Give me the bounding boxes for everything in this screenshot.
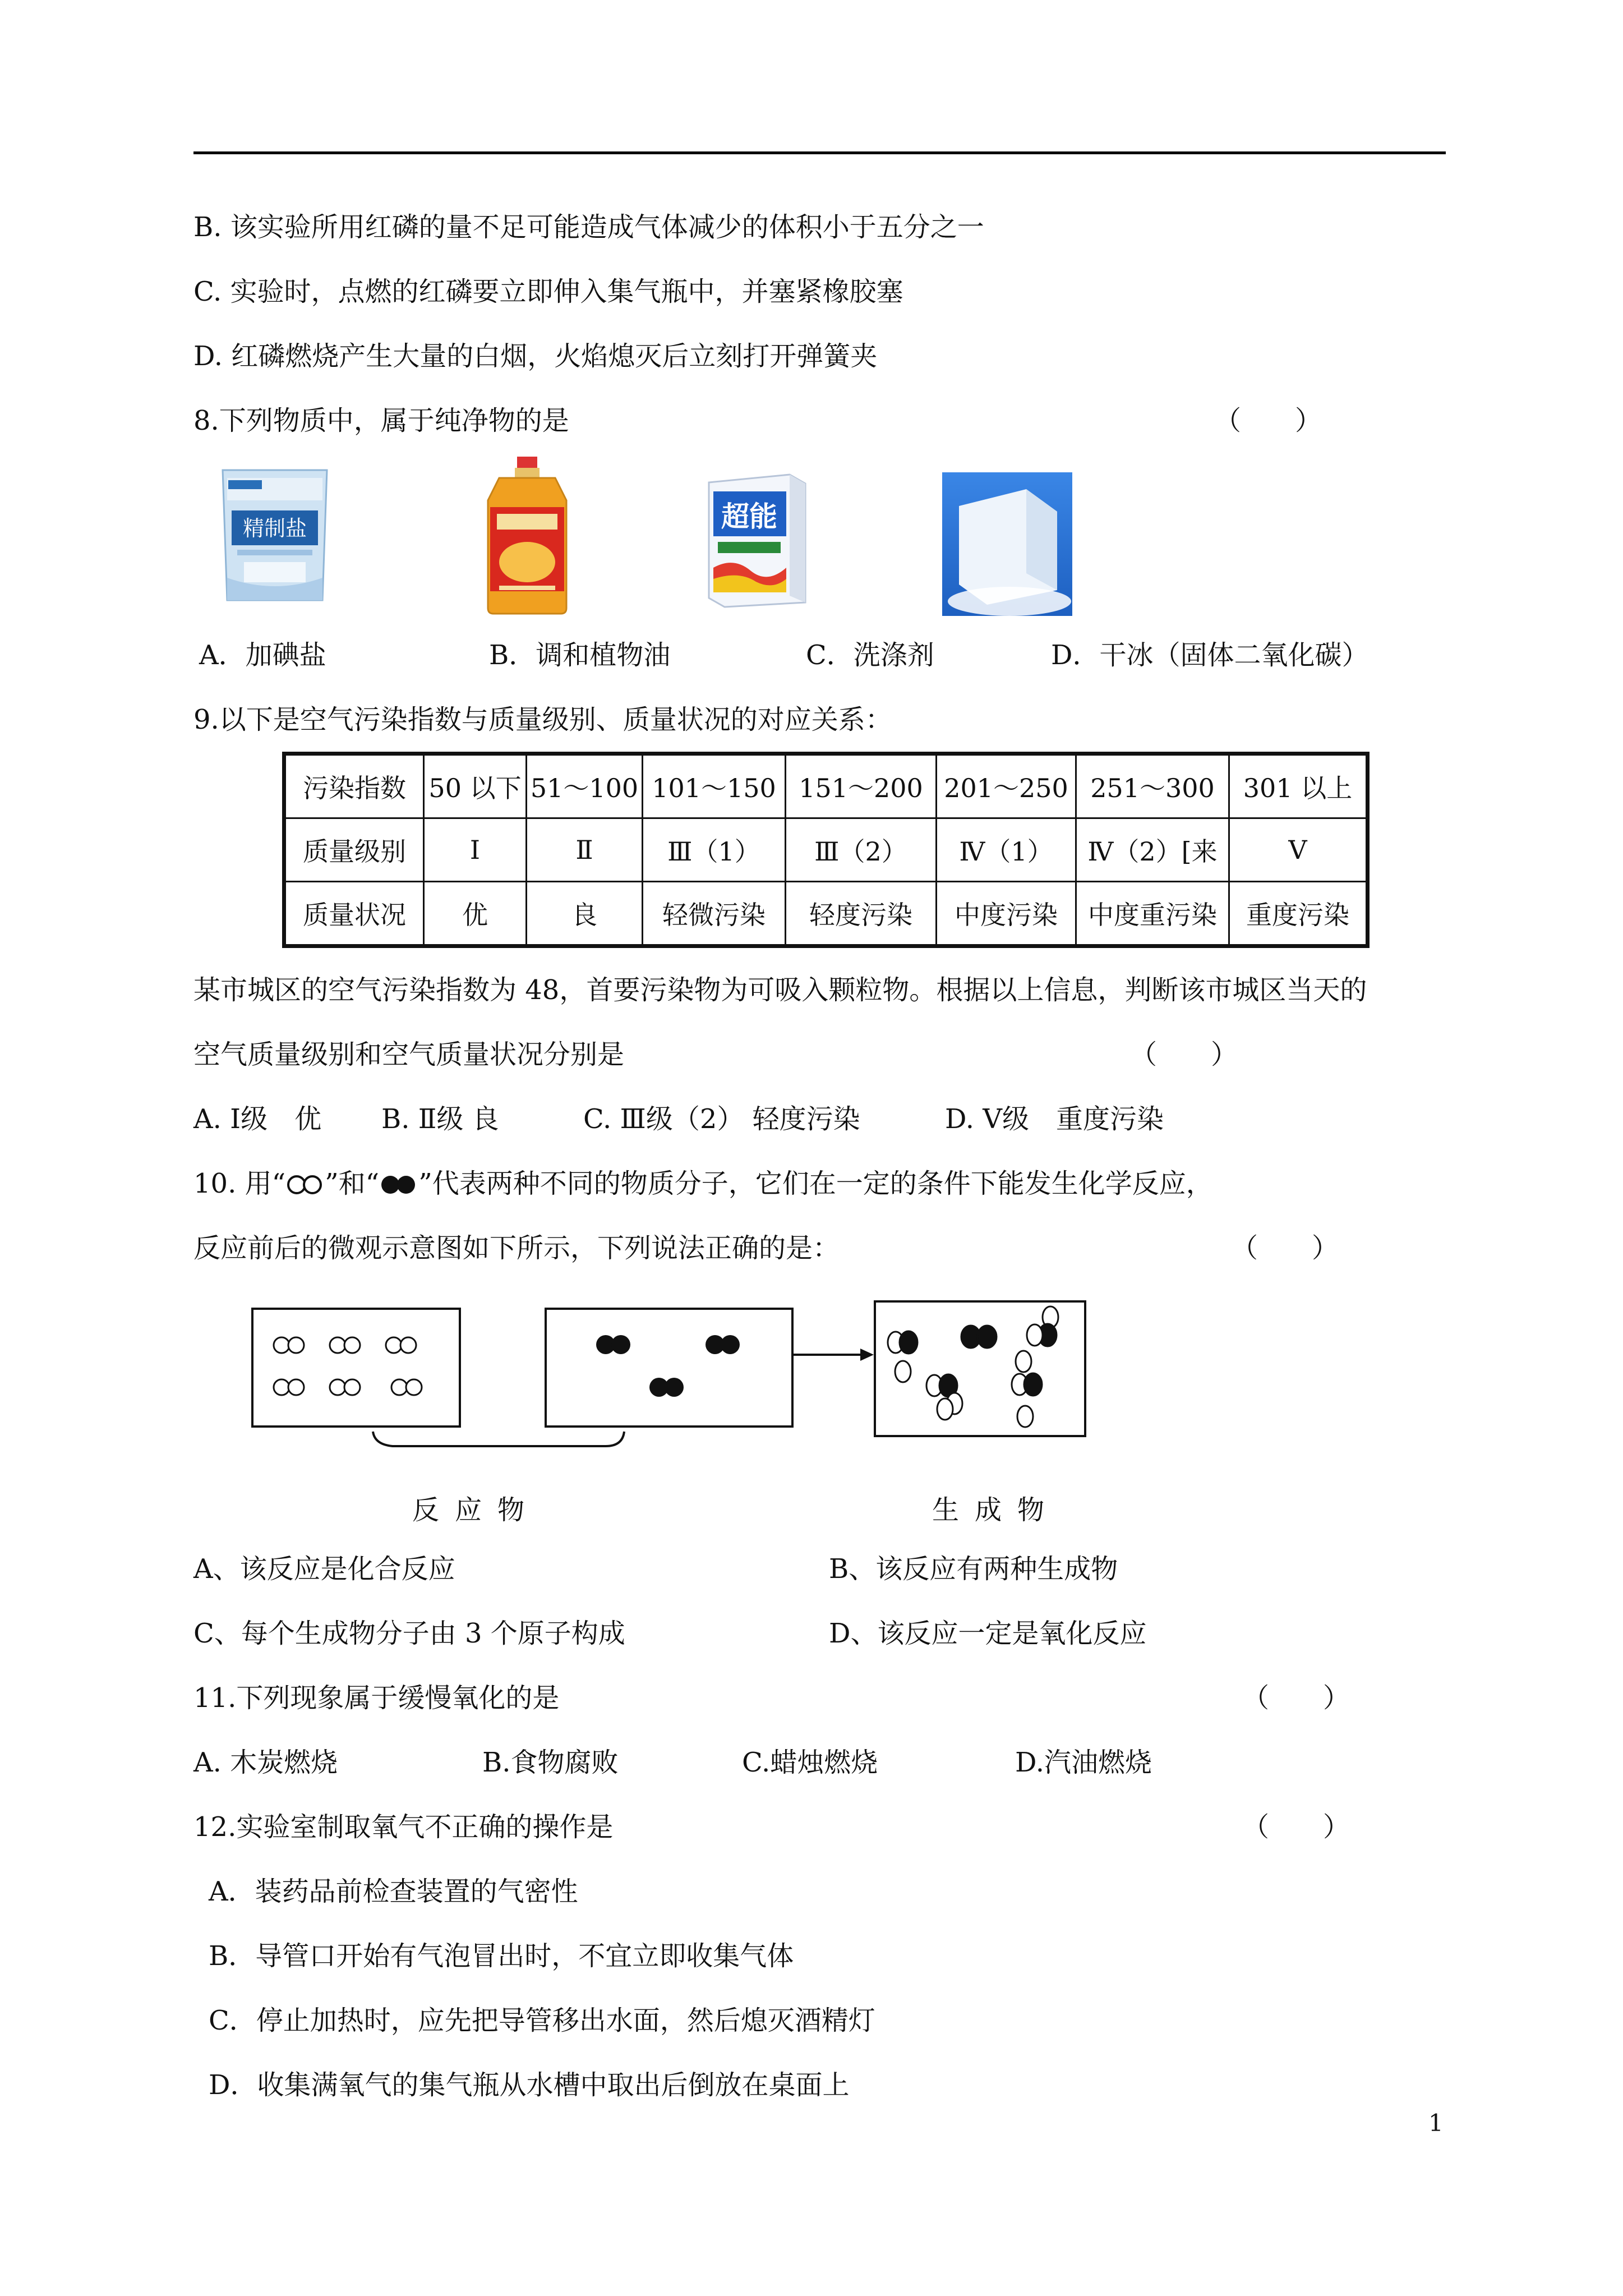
q8-option-d: D．干冰（固体二氧化碳） [1051,639,1369,671]
q8-stem: 8.下列物质中，属于纯净物的是 [193,405,569,436]
table-cell: Ⅲ（1） [643,818,786,882]
page-number: 1 [1428,2109,1444,2137]
table-cell: 中度重污染 [1076,882,1229,946]
q11-option-c: C.蜡烛燃烧 [742,1747,878,1778]
table-cell: Ⅲ（2） [786,818,937,882]
q7-option-d: D. 红磷燃烧产生大量的白烟，火焰熄灭后立刻打开弹簧夹 [193,341,878,372]
q8-option-a: A．加碘盐 [199,639,326,671]
q10-option-d: D、该反应一定是氧化反应 [829,1618,1147,1649]
q7-option-b: B. 该实验所用红磷的量不足可能造成气体减少的体积小于五分之一 [193,211,984,243]
table-row [284,754,1368,818]
q10-option-a: A、该反应是化合反应 [193,1553,455,1585]
table-cell: 251～300 [1076,754,1229,818]
table-row [284,818,1368,882]
table-cell: Ⅳ（1） [937,818,1076,882]
q10-stem-line2: 反应前后的微观示意图如下所示，下列说法正确的是： [193,1232,840,1264]
table-cell: 轻微污染 [643,882,786,946]
q11-option-a: A. 木炭燃烧 [193,1747,338,1778]
table-row [284,882,1368,946]
table-cell: 151～200 [786,754,937,818]
reaction-diagram [247,1296,1110,1487]
table-cell: Ⅳ（2）[来 [1076,818,1229,882]
table-cell: 51～100 [527,754,643,818]
q12-option-c: C．停止加热时，应先把导管移出水面，然后熄灭酒精灯 [209,2005,875,2036]
black-molecule-icon [379,1174,418,1196]
q11-option-d: D.汽油燃烧 [1015,1747,1152,1778]
table-cell: 良 [527,882,643,946]
q10-stem-mid: ”和“ [325,1168,380,1199]
q8-answer-paren: （ ） [1214,405,1322,436]
q9-option-b: B. Ⅱ级 良 [381,1103,499,1135]
table-cell: 质量状况 [284,882,424,946]
q10-stem-prefix: 10. 用“ [193,1168,286,1199]
detergent-label: 超能 [721,500,777,533]
dry-ice-image [942,472,1072,616]
table-cell: Ⅱ [527,818,643,882]
q11-option-b: B.食物腐败 [482,1747,619,1778]
q9-option-d: D. Ⅴ级 重度污染 [945,1103,1164,1135]
table-cell: 201～250 [937,754,1076,818]
reactants-label: 反应物 [412,1494,541,1526]
q10-option-c: C、每个生成物分子由 3 个原子构成 [193,1618,625,1649]
q12-option-a: A．装药品前检查装置的气密性 [209,1876,578,1907]
table-cell: 301 以上 [1229,754,1368,818]
table-cell: 轻度污染 [786,882,937,946]
q9-text-line1: 某市城区的空气污染指数为 48，首要污染物为可吸入颗粒物。根据以上信息，判断该市城区当天的 [193,974,1367,1006]
white-molecule-icon [285,1174,325,1196]
table-cell: I [424,818,527,882]
q12-answer-paren: （ ） [1242,1811,1350,1843]
q8-option-b: B．调和植物油 [489,639,671,671]
table-cell: 重度污染 [1229,882,1368,946]
q11-stem: 11.下列现象属于缓慢氧化的是 [193,1682,560,1714]
salt-bag-image [216,466,334,606]
q9-option-a: A. Ⅰ级 优 [193,1103,322,1135]
q8-option-c: C．洗涤剂 [806,639,934,671]
reactant-box-white [252,1309,460,1427]
salt-bag-label: 精制盐 [242,516,307,541]
q12-option-d: D．收集满氧气的集气瓶从水槽中取出后倒放在桌面上 [209,2069,850,2101]
aqi-table [282,752,1370,948]
q10-stem-suffix: ”代表两种不同的物质分子，它们在一定的条件下能发生化学反应， [418,1168,1213,1199]
table-cell: 优 [424,882,527,946]
q10-stem [193,1167,1213,1200]
table-cell: 50 以下 [424,754,527,818]
header-rule [193,151,1446,154]
q10-option-b: B、该反应有两种生成物 [829,1553,1118,1585]
products-label: 生成物 [932,1494,1061,1526]
q9-text-line2: 空气质量级别和空气质量状况分别是 [193,1039,625,1070]
table-cell: 101～150 [643,754,786,818]
q9-stem: 9.以下是空气污染指数与质量级别、质量状况的对应关系： [193,704,892,735]
q12-stem: 12.实验室制取氧气不正确的操作是 [193,1811,614,1843]
detergent-box-image [706,472,808,608]
q12-option-b: B．导管口开始有气泡冒出时，不宜立即收集气体 [209,1940,794,1972]
table-cell: 中度污染 [937,882,1076,946]
table-cell: 污染指数 [284,754,424,818]
table-cell: Ⅴ [1229,818,1368,882]
table-cell: 质量级别 [284,818,424,882]
q7-option-c: C. 实验时，点燃的红磷要立即伸入集气瓶中，并塞紧橡胶塞 [193,276,903,307]
q11-answer-paren: （ ） [1242,1682,1350,1714]
q10-answer-paren: （ ） [1231,1232,1339,1264]
q9-option-c: C. Ⅲ级（2） 轻度污染 [583,1103,860,1135]
reactant-brace [373,1432,624,1446]
q9-answer-paren: （ ） [1130,1039,1238,1070]
reactant-box-black [546,1309,792,1427]
oil-bottle-image [482,455,572,615]
